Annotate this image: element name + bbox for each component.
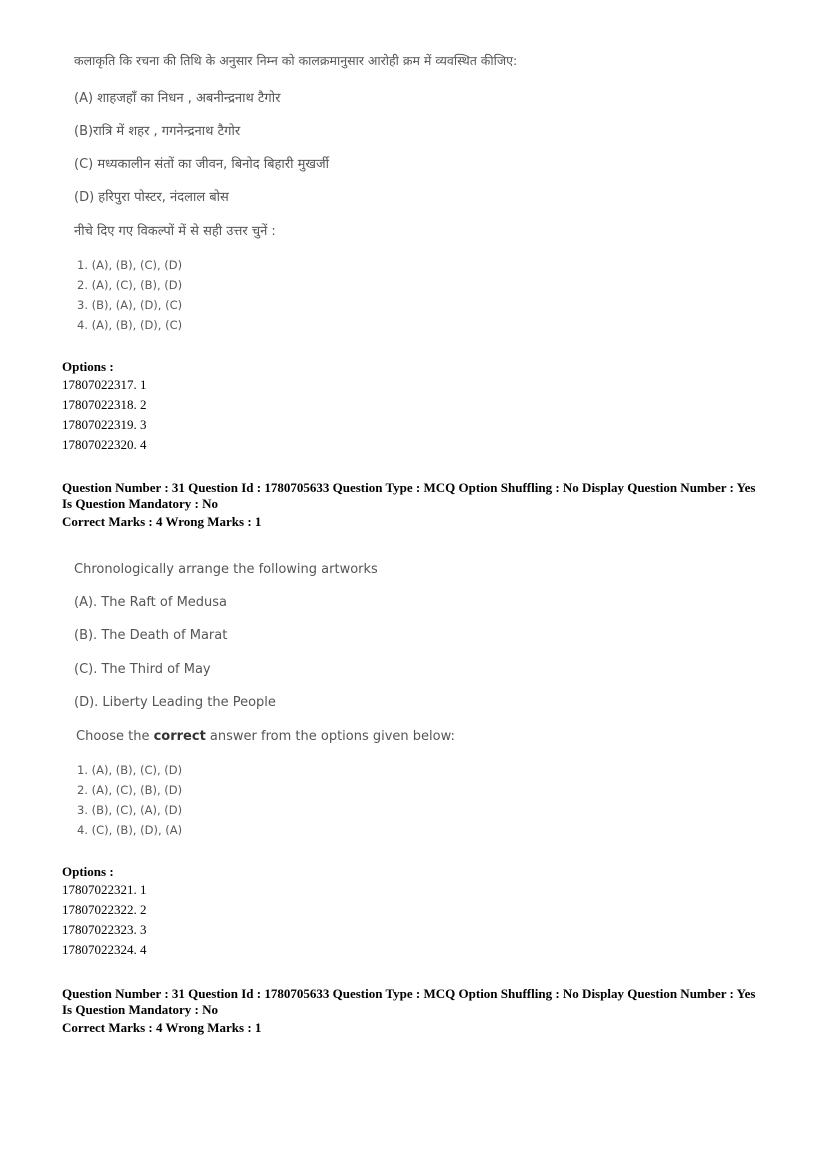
choose-post: answer from the options given below: — [205, 729, 455, 744]
option-row: 17807022319. 3 — [62, 417, 147, 432]
marks-line: Correct Marks : 4 Wrong Marks : 1 — [62, 1020, 262, 1035]
option-row: 17807022318. 2 — [62, 397, 147, 412]
option-row: 17807022322. 2 — [62, 902, 147, 917]
option-row: 17807022324. 4 — [62, 942, 147, 957]
item-c: (C) मध्यकालीन संतों का जीवन, बिनोद बिहारी मुखर्जी — [74, 157, 330, 172]
option-row: 17807022321. 1 — [62, 882, 147, 897]
option-row: 17807022317. 1 — [62, 377, 147, 392]
question-meta-line: Question Number : 31 Question Id : 1780705633 Question Type : MCQ Option Shuffling : No Display Question Number : Yes — [62, 480, 756, 495]
choice-3: 3. (B), (A), (D), (C) — [77, 298, 183, 312]
choice-3: 3. (B), (C), (A), (D) — [77, 803, 183, 817]
item-a: (A) शाहजहाँ का निधन , अबनीन्द्रनाथ टैगोर — [74, 91, 281, 106]
mandatory-line: Is Question Mandatory : No — [62, 496, 219, 511]
mandatory-line: Is Question Mandatory : No — [62, 1002, 219, 1017]
choice-2: 2. (A), (C), (B), (D) — [77, 783, 183, 797]
item-d: (D). Liberty Leading the People — [74, 695, 276, 710]
item-c: (C). The Third of May — [74, 662, 211, 677]
option-row: 17807022320. 4 — [62, 437, 147, 452]
options-label: Options : — [62, 864, 114, 879]
choose-bold: correct — [153, 729, 206, 744]
item-a: (A). The Raft of Medusa — [74, 595, 228, 610]
choice-2: 2. (A), (C), (B), (D) — [77, 278, 183, 292]
option-row: 17807022323. 3 — [62, 922, 147, 937]
marks-line: Correct Marks : 4 Wrong Marks : 1 — [62, 514, 262, 529]
choice-4: 4. (C), (B), (D), (A) — [77, 823, 183, 837]
options-label: Options : — [62, 359, 114, 374]
choice-4: 4. (A), (B), (D), (C) — [77, 318, 183, 332]
question-statement: Chronologically arrange the following artworks — [74, 562, 378, 577]
item-b: (B)रात्रि में शहर , गगनेन्द्रनाथ टैगोर — [74, 124, 241, 139]
item-d: (D) हरिपुरा पोस्टर, नंदलाल बोस — [74, 190, 229, 205]
choose-instruction: नीचे दिए गए विकल्पों में से सही उत्तर चुनें : — [74, 224, 276, 239]
choose-instruction — [76, 729, 455, 744]
question-statement: कलाकृति कि रचना की तिथि के अनुसार निम्न को कालक्रमानुसार आरोही क्रम में व्यवस्थित कीजिए: — [74, 53, 518, 68]
choose-pre: Choose the — [76, 729, 154, 744]
question-meta-line: Question Number : 31 Question Id : 1780705633 Question Type : MCQ Option Shuffling : No Display Question Number : Yes — [62, 986, 756, 1001]
choice-1: 1. (A), (B), (C), (D) — [77, 258, 183, 272]
choice-1: 1. (A), (B), (C), (D) — [77, 763, 183, 777]
item-b: (B). The Death of Marat — [74, 628, 228, 643]
